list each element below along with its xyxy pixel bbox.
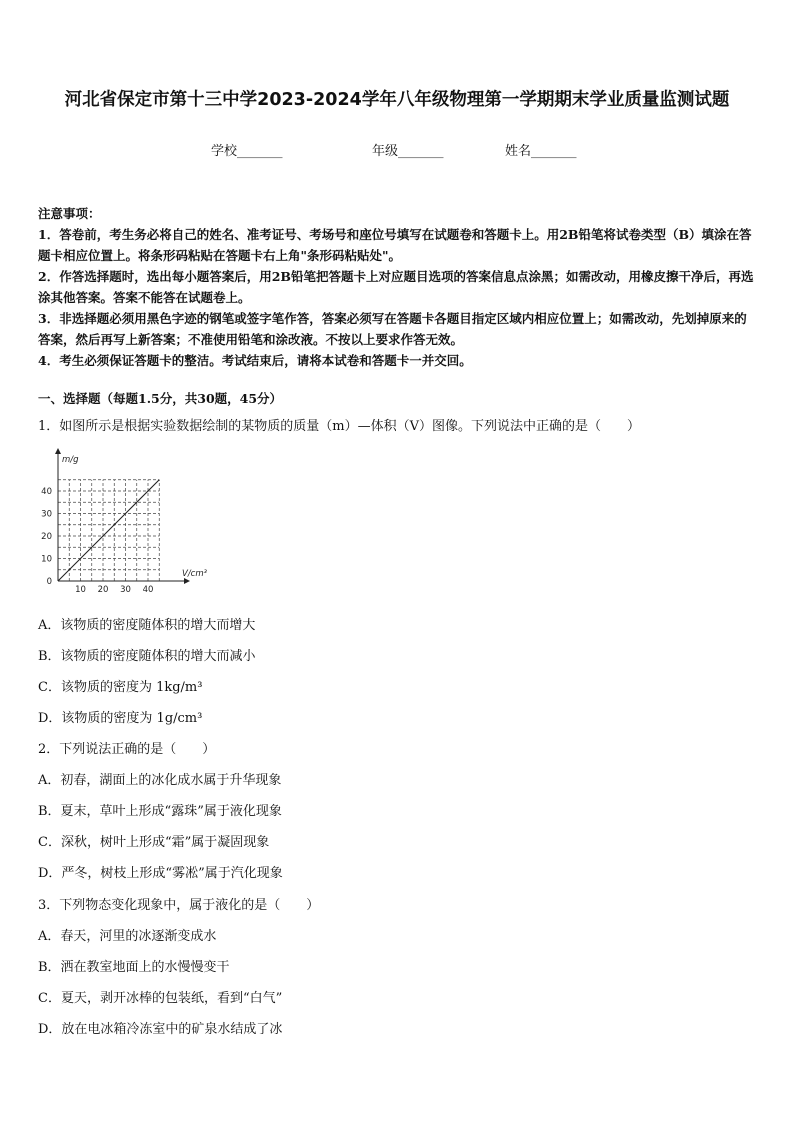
instructions	[38, 203, 758, 371]
instruction-item: 3．非选择题必须用黑色字迹的钢笔或签字笔作答，答案必须写在答题卡各题目指定区域内相应位置上；如需改动，先划掉原来的答案，然后再写上新答案；不准使用铅笔和涂改液。不按以上要求作答无效。	[38, 311, 747, 347]
school-field: 学校_______	[211, 144, 283, 159]
y-tick-label: 10	[41, 554, 52, 565]
x-tick-label: 40	[142, 585, 154, 595]
question-3-stem: 3．下列物态变化现象中，属于液化的是（ ）	[38, 898, 320, 913]
question-1-stem: 1．如图所示是根据实验数据绘制的某物质的质量（m）—体积（V）图像。下列说法中正确的是（ ）	[38, 419, 640, 434]
y-tick-label: 30	[41, 509, 52, 520]
y-tick-label: 20	[41, 532, 52, 542]
mass-volume-graph	[36, 448, 226, 596]
q2-option-c: C．深秋，树叶上形成“霜”属于凝固现象	[38, 835, 270, 850]
q1-option-d: D．该物质的密度为 1g/cm³	[38, 711, 203, 726]
y-tick-label: 40	[41, 487, 52, 497]
q3-option-b: B．洒在教室地面上的水慢慢变干	[38, 960, 230, 975]
exam-title: 河北省保定市第十三中学2023-2024学年八年级物理第一学期期末学业质量监测试题	[64, 90, 730, 110]
q2-option-a: A．初春，湖面上的冰化成水属于升华现象	[38, 773, 282, 788]
instruction-item: 4．考生必须保证答题卡的整洁。考试结束后，请将本试卷和答题卡一并交回。	[38, 353, 472, 368]
q3-option-c: C．夏天，剥开冰棒的包装纸，看到“白气”	[38, 991, 283, 1006]
grade-field: 年级_______	[372, 144, 444, 159]
y-axis-arrow	[55, 448, 61, 454]
y-tick-label: 0	[46, 577, 52, 587]
q2-option-b: B．夏末，草叶上形成“露珠”属于液化现象	[38, 804, 282, 819]
instruction-item: 1．答卷前，考生务必将自己的姓名、准考证号、考场号和座位号填写在试题卷和答题卡上。用2B铅笔将试卷类型（B）填涂在答题卡相应位置上。将条形码粘贴在答题卡右上角"条形码粘贴处"。	[38, 227, 752, 263]
instruction-item: 2．作答选择题时，选出每小题答案后，用2B铅笔把答题卡上对应题目选项的答案信息点涂黑；如需改动，用橡皮擦干净后，再选涂其他答案。答案不能答在试题卷上。	[38, 269, 754, 305]
q1-option-c: C．该物质的密度为 1kg/m³	[38, 680, 203, 695]
q1-option-a: A．该物质的密度随体积的增大而增大	[38, 618, 256, 633]
q3-option-d: D．放在电冰箱冷冻室中的矿泉水结成了冰	[38, 1022, 283, 1037]
question-2-stem: 2．下列说法正确的是（ ）	[38, 742, 216, 757]
x-tick-label: 10	[75, 585, 86, 595]
x-axis-label: V/cm³	[182, 569, 208, 579]
q2-option-d: D．严冬，树枝上形成“雾凇”属于汽化现象	[38, 866, 283, 881]
q3-option-a: A．春天，河里的冰逐渐变成水	[38, 929, 217, 944]
data-line	[58, 480, 159, 581]
instructions-heading: 注意事项：	[38, 206, 101, 221]
y-axis-label: m/g	[62, 455, 79, 465]
x-tick-label: 30	[120, 585, 131, 595]
name-field: 姓名_______	[505, 144, 577, 159]
section-heading: 一、选择题（每题1.5分，共30题，45分）	[38, 391, 283, 406]
x-tick-label: 20	[97, 585, 109, 595]
q1-option-b: B．该物质的密度随体积的增大而减小	[38, 649, 256, 664]
